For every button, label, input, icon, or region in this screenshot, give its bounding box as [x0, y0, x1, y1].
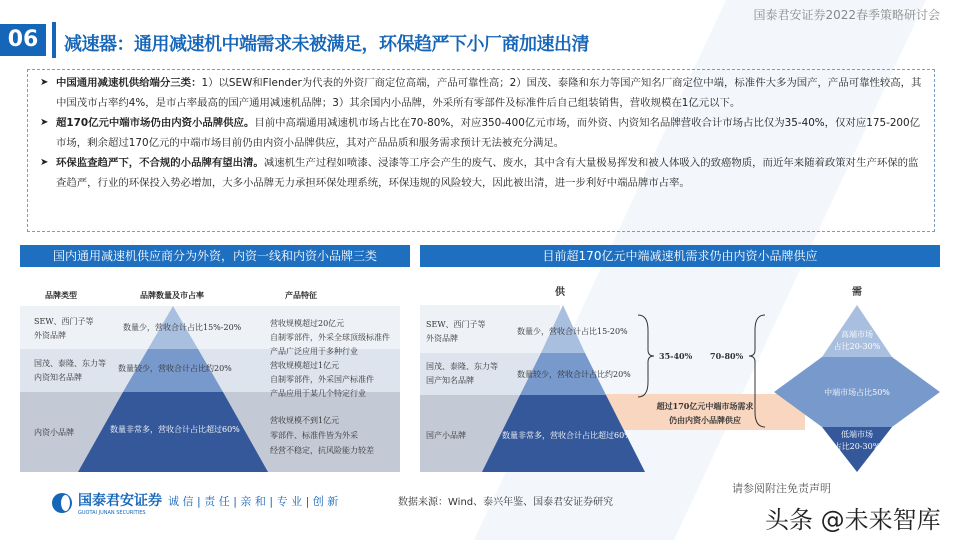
feature: 营收规模超过20亿元: [270, 319, 345, 328]
demand-share-high: 占比20-30%: [833, 342, 881, 351]
logo-text: 国泰君安证券: [78, 493, 162, 509]
summary-box: [27, 69, 935, 232]
right-panel-title: 目前超170亿元中端减速机需求仍由内资小品牌供应: [420, 245, 940, 267]
brace-left: [638, 315, 654, 397]
logo-icon: [52, 493, 72, 513]
supply-label: 供: [555, 287, 565, 298]
bullet-text: 减速机生产过程如喷漆、浸漆等工序会产生的废气、废水，其中含有大量极易挥发和被人体吸入的致癌物质，而近年来随着政策对生产环保的监查趋严，行业的环保投入势必增加，大多小品牌无力承担环保处理系统，环保违规的风险较大，因此被出清，进一步利好中端品牌市占率。: [56, 157, 919, 189]
feature: 经营不稳定，抗风险能力较差: [270, 446, 374, 455]
watermark: 头条 @未来智库: [765, 506, 941, 534]
brand-share: 数量少，营收合计占比15%-20%: [123, 323, 242, 332]
disclaimer: 请参阅附注免责声明: [732, 482, 831, 495]
demand-label-mid: 中端市场占比50%: [824, 388, 890, 397]
brand-type: SEW、西门子等: [426, 320, 486, 329]
brand-share: 数量非常多，营收合计占比超过60%: [110, 425, 240, 434]
brand-type: 外资品牌: [34, 331, 66, 340]
brand-type: 内资小品牌: [34, 428, 74, 437]
bullet-text: 1）以SEW和Flender为代表的外资厂商定位高端，产品可靠性高；2）国茂、泰隆和东力等国产知名厂商定位中端，标准件大多为国产，产品可靠性较高，其中国茂市占率约4%，是市占率最高的国产通用减速机品牌；3）其余国内小品牌，外采所有零部件及标准件后自己组装销售，营收规模在1亿元以下。: [56, 77, 922, 109]
brand-type: 国产知名品牌: [426, 376, 474, 385]
feature: 产品应用于某几个特定行业: [270, 389, 366, 398]
bullet-2: [40, 113, 926, 153]
demand-label: 需: [852, 287, 862, 298]
brand-type: 内资知名品牌: [34, 373, 82, 382]
page-title: 减速器：通用减速机中端需求未被满足，环保趋严下小厂商加速出清: [64, 34, 589, 55]
bullet-heading: 环保监查趋严下，不合规的小品牌有望出清。: [56, 157, 264, 169]
brand-type: 外资品牌: [426, 334, 458, 343]
bullet-heading: 超170亿元中端市场仍由内资小品牌供应。: [56, 117, 255, 129]
supply-demand-diagram: [420, 275, 940, 472]
supplier-pyramid-diagram: [20, 280, 410, 472]
brand-share: 数量较少，营收合计占比约20%: [517, 370, 631, 379]
col-header: 产品特征: [285, 290, 317, 300]
bullet-heading: 中国通用减速机供给端分三类：: [56, 77, 202, 89]
feature: 自制零部件，外采国产标准件: [270, 375, 374, 384]
col-header: 品牌数量及市占率: [140, 290, 204, 300]
conference-label: 国泰君安证券2022春季策略研讨会: [753, 8, 940, 22]
bullet-3: [40, 153, 926, 193]
brand-share: 数量较少，营收合计占比约20%: [118, 364, 232, 373]
feature: 零部件、标准件皆为外采: [270, 431, 358, 440]
brace-right-label: 70-80%: [710, 351, 744, 361]
brand-type: 国茂、泰隆、东力等: [34, 359, 106, 368]
demand-label-high: 高端市场: [841, 330, 873, 339]
left-panel-title: 国内通用减速机供应商分为外资，内资一线和内资小品牌三类: [20, 245, 410, 267]
motto: 诚 信 | 责 任 | 亲 和 | 专 业 | 创 新: [168, 495, 339, 508]
gap-note: 仍由内资小品牌供应: [669, 415, 741, 425]
company-logo: [52, 490, 162, 516]
bullet-text: 目前中高端通用减速机市场占比在70-80%，对应350-400亿元市场，而外资、内资知名品牌营收合计市场占比仅为35-40%，仅对应175-200亿市场，剩余超过170亿元的中端市场目前仍由内资小品牌供应，其对产品品质和服务需求预计无法被充分满足。: [56, 117, 921, 149]
brace-left-label: 35-40%: [659, 351, 693, 361]
data-source: 数据来源：Wind、泰兴年鉴、国泰君安证券研究: [398, 497, 614, 508]
brand-type: SEW、西门子等: [34, 317, 94, 326]
feature: 自制零部件，外采全球顶级标准件: [270, 333, 390, 342]
title-bar: [52, 22, 56, 58]
brand-share: 数量非常多，营收合计占比超过60%: [502, 431, 632, 440]
feature: 产品广泛应用于多种行业: [270, 347, 358, 356]
col-header: 品牌类型: [45, 290, 77, 300]
feature: 营收规模不到1亿元: [270, 416, 340, 425]
brand-share: 数量少，营收合计占比15-20%: [517, 327, 628, 336]
brand-type: 国产小品牌: [426, 431, 466, 440]
demand-share-low: 占比20-30%: [833, 442, 881, 451]
demand-label-low: 低端市场: [841, 430, 873, 439]
section-number: 06: [0, 24, 46, 56]
brand-type: 国茂、泰隆、东力等: [426, 362, 498, 371]
logo-subtext: GUOTAI JUNAN SECURITIES: [78, 510, 146, 516]
gap-note: 超过170亿元中端市场需求: [656, 401, 754, 411]
bullet-1: [40, 73, 926, 113]
feature: 营收规模超过1亿元: [270, 361, 340, 370]
